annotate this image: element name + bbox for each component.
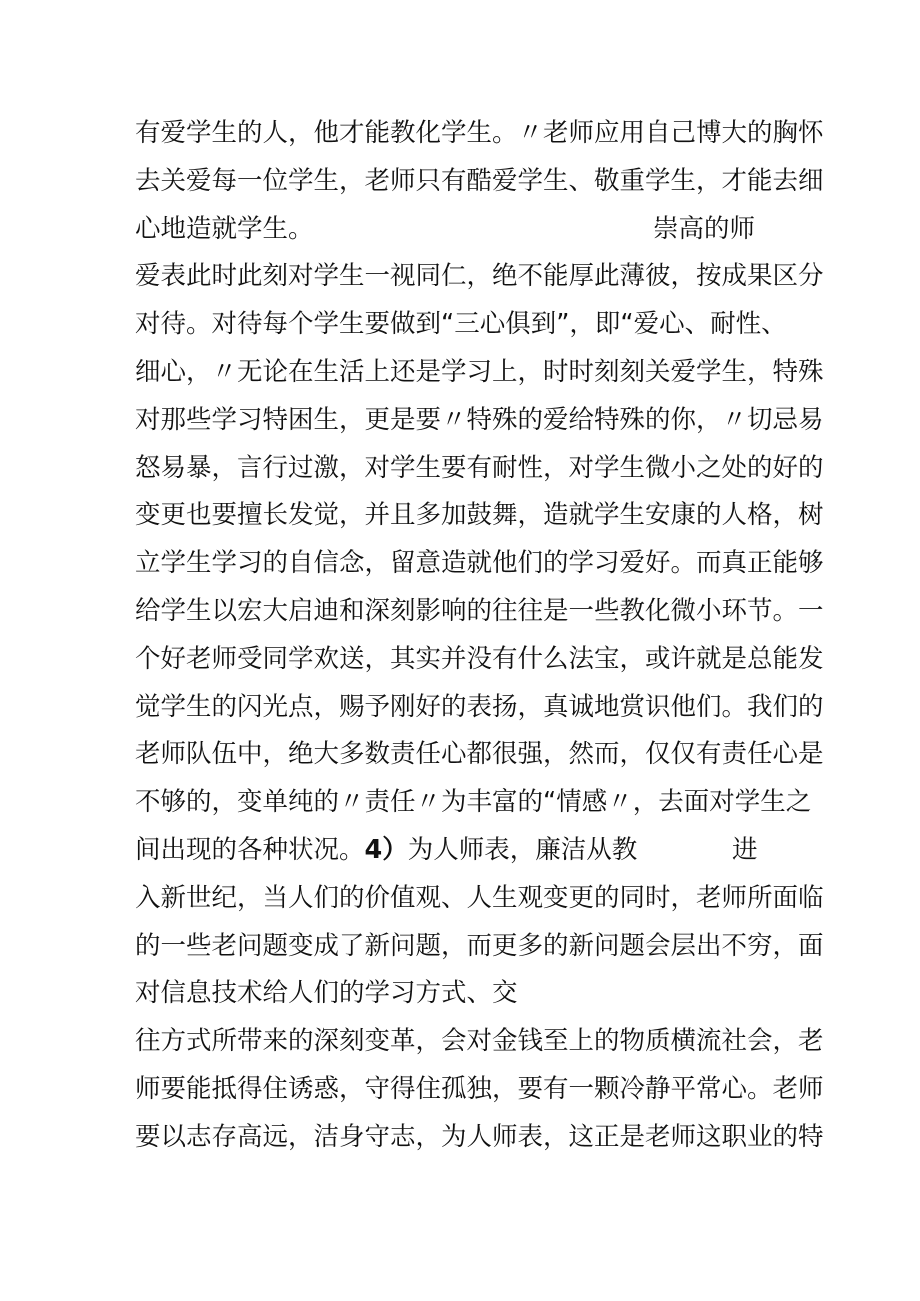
section-number: 4） xyxy=(364,834,408,865)
text-line-18: 的一些老问题变成了新问题，而更多的新问题会层出不穷，面 xyxy=(135,930,824,961)
text-line-13: 觉学生的闪光点，赐予刚好的表扬，真诚地赏识他们。我们的 xyxy=(135,691,824,722)
text-line-5: 对待。对待每个学生要做到“三心俱到”，即“爱心、耐性、 xyxy=(135,309,787,340)
text-line-16-right: 进 xyxy=(732,834,758,865)
text-line-1: 有爱学生的人，他才能教化学生。〃老师应用自己博大的胸怀 xyxy=(135,118,824,148)
text-line-2: 去关爱每一位学生，老师只有酷爱学生、敬重学生，才能去细 xyxy=(135,165,824,196)
text-line-16-left: 间出现的各种状况。 xyxy=(135,834,365,865)
text-line-16 xyxy=(135,827,795,875)
text-line-9: 变更也要擅长发觉，并且多加鼓舞，造就学生安康的人格，树 xyxy=(135,500,824,531)
text-line-4: 爱表此时此刻对学生一视同仁，绝不能厚此薄彼，按成果区分 xyxy=(135,261,824,292)
text-line-17: 入新世纪，当人们的价值观、人生观变更的同时，老师所面临 xyxy=(135,882,824,913)
text-line-22: 要以志存高远，洁身守志，为人师表，这正是老师这职业的特 xyxy=(135,1121,824,1152)
text-line-12: 个好老师受同学欢送，其实并没有什么法宝，或许就是总能发 xyxy=(135,643,824,674)
text-line-3-left: 心地造就学生。 xyxy=(135,213,314,244)
text-line-11: 给学生以宏大启迪和深刻影响的往往是一些教化微小环节。一 xyxy=(135,595,824,626)
text-line-10: 立学生学习的自信念，留意造就他们的学习爱好。而真正能够 xyxy=(135,548,824,579)
text-line-15: 不够的，变单纯的〃责任〃为丰富的“情感〃，去面对学生之 xyxy=(135,787,812,818)
text-line-3 xyxy=(135,206,795,254)
text-line-8: 怒易暴，言行过激，对学生要有耐性，对学生微小之处的好的 xyxy=(135,452,824,483)
text-line-6: 细心，〃无论在生活上还是学习上，时时刻刻关爱学生，特殊 xyxy=(135,356,824,387)
text-line-14: 老师队伍中，绝大多数责任心都很强，然而，仅仅有责任心是 xyxy=(135,739,824,770)
text-line-7: 对那些学习特困生，更是要〃特殊的爱给特殊的你，〃切忌易 xyxy=(135,404,824,435)
text-line-21: 师要能抵得住诱惑，守得住孤独，要有一颗冷静平常心。老师 xyxy=(135,1073,824,1104)
text-line-19: 对信息技术给人们的学习方式、交 xyxy=(135,978,518,1009)
document-body xyxy=(135,110,824,1162)
text-line-3-right: 崇高的师 xyxy=(653,213,756,244)
text-line-20: 往方式所带来的深刻变革，会对金钱至上的物质横流社会，老 xyxy=(135,1026,824,1057)
section-heading: 为人师表，廉洁从教 xyxy=(407,834,638,865)
